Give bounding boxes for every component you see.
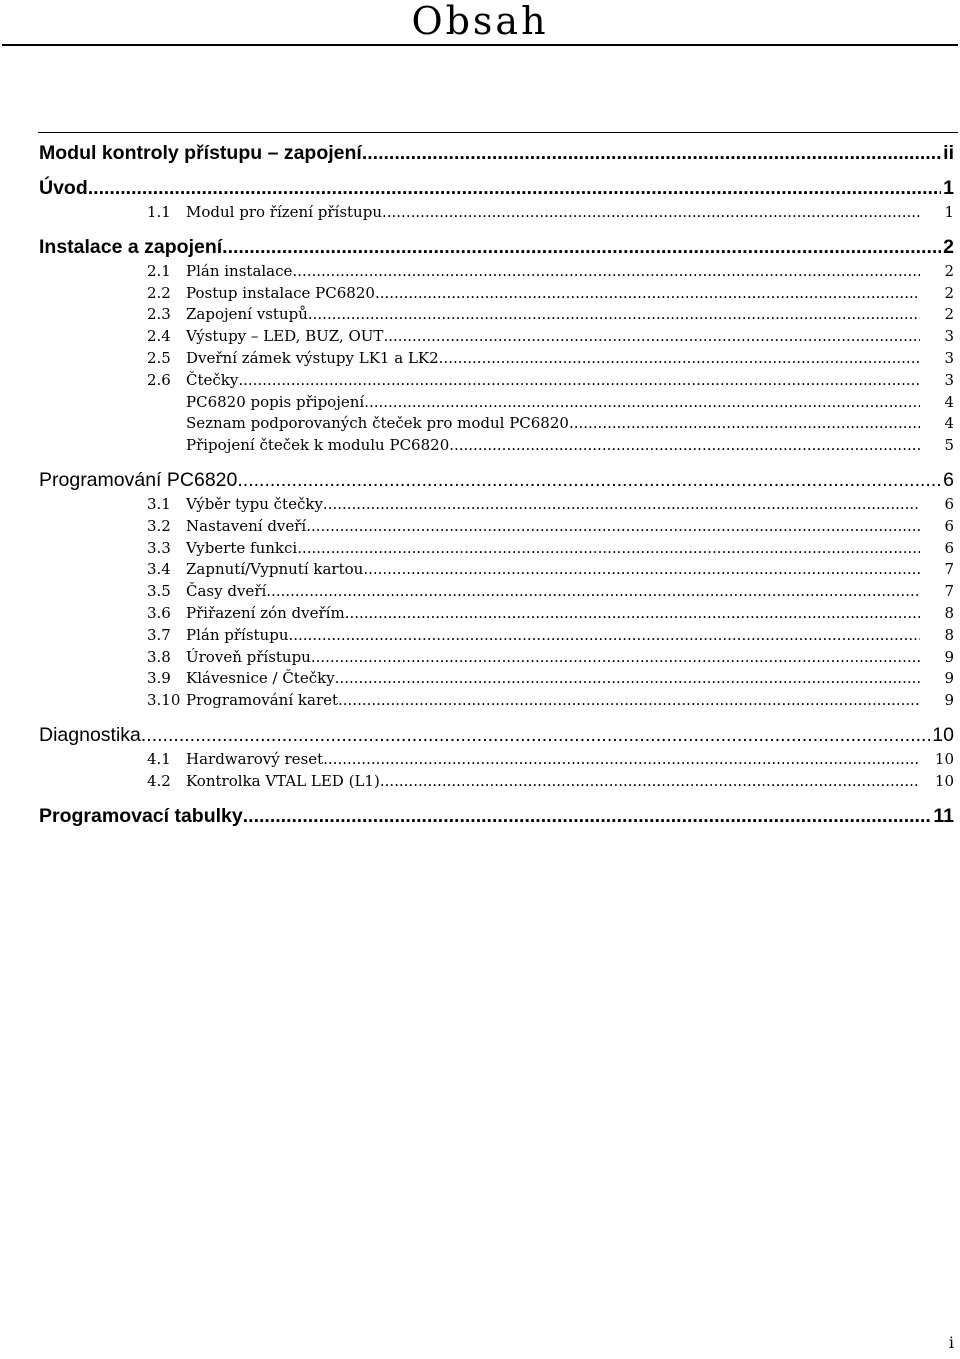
toc-page-number: 9 xyxy=(944,647,954,666)
toc-entry-label: Postup instalace PC6820 xyxy=(186,283,375,302)
toc-dot-leader xyxy=(141,723,930,747)
toc-entry-title xyxy=(147,581,266,603)
toc-page-number: 6 xyxy=(944,538,954,557)
toc-dot-leader xyxy=(362,141,941,165)
toc-entry-label: Plán instalace xyxy=(186,261,293,280)
toc-section-number: 2.5 xyxy=(147,348,171,367)
toc-dot-leader xyxy=(237,468,941,492)
toc-entry-label: Výběr typu čtečky xyxy=(186,494,323,513)
toc-top-border xyxy=(38,132,958,133)
toc-dot-leader xyxy=(292,261,920,283)
toc-section-entry[interactable] xyxy=(39,538,954,560)
toc-page-number: 3 xyxy=(944,327,954,346)
toc-page-number: 2 xyxy=(944,283,954,302)
toc-page-number: 8 xyxy=(944,603,954,622)
toc-entry-label: Programování PC6820 xyxy=(39,468,238,491)
toc-page-number: 6 xyxy=(943,468,954,491)
toc-entry-title xyxy=(147,435,449,457)
toc-section-entry[interactable] xyxy=(39,668,954,690)
toc-entry-title xyxy=(39,468,237,492)
toc-entry-title xyxy=(147,304,308,326)
toc-entry-title xyxy=(147,494,323,516)
toc-chapter-entry[interactable] xyxy=(39,141,954,165)
toc-section-entry[interactable] xyxy=(39,494,954,516)
toc-section-entry[interactable] xyxy=(39,603,954,625)
toc-section-entry[interactable] xyxy=(39,283,954,305)
toc-entry-title xyxy=(147,647,311,669)
toc-entry-label: Dveřní zámek výstupy LK1 a LK2 xyxy=(186,348,439,367)
toc-page-number: 10 xyxy=(934,749,954,768)
toc-entry-label: Klávesnice / Čtečky xyxy=(186,669,335,688)
toc-entry-label: Programovací tabulky xyxy=(39,804,243,827)
toc-dot-leader xyxy=(266,581,920,603)
toc-entry-label: Instalace a zapojení xyxy=(39,235,223,258)
toc-chapter-entry[interactable] xyxy=(39,804,954,828)
toc-section-number: 3.10 xyxy=(147,691,181,710)
toc-chapter-entry[interactable] xyxy=(39,468,954,492)
toc-entry-label: Modul kontroly přístupu – zapojení xyxy=(39,142,362,164)
toc-dot-leader xyxy=(449,435,920,457)
toc-entry-title xyxy=(147,392,364,414)
toc-page-number: 1 xyxy=(944,203,954,221)
toc-dot-leader xyxy=(288,625,920,647)
toc-section-entry[interactable] xyxy=(39,202,954,224)
toc-section-number: 3.9 xyxy=(147,669,171,688)
toc-page-number: ii xyxy=(943,142,954,164)
toc-dot-leader xyxy=(238,370,920,392)
toc-page-number: 7 xyxy=(944,582,954,601)
toc-section-number: 3.8 xyxy=(147,647,171,666)
toc-entry-title xyxy=(147,690,338,712)
toc-entry-label: Nastavení dveří xyxy=(186,516,307,535)
toc-page-number: 2 xyxy=(943,235,954,258)
toc-entry-title xyxy=(39,804,243,828)
toc-section-number: 3.3 xyxy=(147,538,171,557)
toc-dot-leader xyxy=(88,176,941,200)
toc-dot-leader xyxy=(297,538,920,560)
toc-entry-title xyxy=(147,668,335,690)
toc-entry-label: Výstupy – LED, BUZ, OUT xyxy=(186,327,384,346)
toc-chapter-entry[interactable] xyxy=(39,176,954,200)
toc-entry-title xyxy=(147,749,323,771)
toc-section-number: 3.7 xyxy=(147,625,171,644)
toc-entry-title xyxy=(39,176,88,200)
toc-entry-label: Úroveň přístupu xyxy=(186,647,311,666)
toc-dot-leader xyxy=(364,392,920,414)
toc-section-number: 3.5 xyxy=(147,582,171,601)
toc-entry-label: Plán přístupu xyxy=(186,625,289,644)
toc-section-number: 4.2 xyxy=(147,771,171,790)
toc-section-entry[interactable] xyxy=(39,516,954,538)
table-of-contents xyxy=(39,141,954,828)
toc-entry-title xyxy=(147,283,375,305)
toc-section-entry[interactable] xyxy=(39,625,954,647)
toc-section-entry[interactable] xyxy=(39,559,954,581)
toc-dot-leader xyxy=(383,326,920,348)
toc-page-number: 3 xyxy=(944,370,954,389)
toc-entry-title xyxy=(39,723,141,747)
toc-section-entry[interactable] xyxy=(39,647,954,669)
toc-entry-label: Připojení čteček k modulu PC6820 xyxy=(186,436,450,455)
toc-entry-title xyxy=(147,625,288,647)
toc-entry-title xyxy=(147,559,363,581)
toc-page-number: 9 xyxy=(944,669,954,688)
toc-section-entry[interactable] xyxy=(39,771,954,793)
toc-page-number: 10 xyxy=(932,723,954,746)
toc-page-number: 6 xyxy=(944,494,954,513)
toc-entry-title xyxy=(39,141,362,165)
toc-entry-title xyxy=(39,235,222,259)
toc-dot-leader xyxy=(380,771,920,793)
toc-entry-label: Vyberte funkci xyxy=(186,538,298,557)
toc-dot-leader xyxy=(375,283,920,305)
toc-dot-leader xyxy=(306,516,920,538)
toc-section-entry[interactable] xyxy=(39,690,954,712)
toc-page-number: 3 xyxy=(944,348,954,367)
toc-entry-title xyxy=(147,348,439,370)
toc-section-entry[interactable] xyxy=(39,392,954,414)
toc-entry-label: Kontrolka VTAL LED (L1) xyxy=(186,771,380,790)
toc-dot-leader xyxy=(345,603,920,625)
toc-page-number: 2 xyxy=(944,261,954,280)
toc-page-number: 2 xyxy=(944,305,954,324)
toc-section-entry[interactable] xyxy=(39,348,954,370)
toc-section-number: 2.3 xyxy=(147,305,171,324)
toc-entry-label: Programování karet xyxy=(186,691,339,710)
toc-section-entry[interactable] xyxy=(39,261,954,283)
toc-page-number: 10 xyxy=(934,771,954,790)
toc-page-number: 4 xyxy=(944,414,954,433)
toc-entry-title xyxy=(147,202,382,224)
title-divider xyxy=(2,44,958,46)
toc-page-number: 11 xyxy=(933,804,954,827)
toc-dot-leader xyxy=(222,235,941,259)
toc-dot-leader xyxy=(439,348,920,370)
toc-page-number: 5 xyxy=(944,436,954,455)
toc-section-entry[interactable] xyxy=(39,326,954,348)
toc-dot-leader xyxy=(569,413,920,435)
toc-entry-label: Seznam podporovaných čteček pro modul PC6820 xyxy=(186,414,569,433)
toc-entry-label: Zapnutí/Vypnutí kartou xyxy=(186,560,364,579)
toc-entry-title xyxy=(147,261,292,283)
toc-section-entry[interactable] xyxy=(39,413,954,435)
toc-section-entry[interactable] xyxy=(39,435,954,457)
toc-dot-leader xyxy=(335,668,920,690)
toc-dot-leader xyxy=(308,304,920,326)
toc-page-number: 8 xyxy=(944,625,954,644)
toc-dot-leader xyxy=(363,559,920,581)
toc-entry-label: PC6820 popis připojení xyxy=(186,392,365,411)
toc-entry-title xyxy=(147,413,569,435)
toc-page-number: 7 xyxy=(944,560,954,579)
toc-entry-title xyxy=(147,326,383,348)
toc-section-number: 3.4 xyxy=(147,560,171,579)
toc-section-entry[interactable] xyxy=(39,581,954,603)
toc-entry-title xyxy=(147,603,345,625)
toc-section-entry[interactable] xyxy=(39,749,954,771)
toc-page-number: 6 xyxy=(944,516,954,535)
toc-section-number: 2.1 xyxy=(147,261,171,280)
toc-entry-label: Zapojení vstupů xyxy=(186,305,308,324)
toc-entry-label: Čtečky xyxy=(186,370,239,389)
toc-section-number: 3.1 xyxy=(147,494,171,513)
toc-entry-label: Časy dveří xyxy=(186,582,267,601)
toc-dot-leader xyxy=(323,749,920,771)
toc-dot-leader xyxy=(338,690,920,712)
toc-entry-label: Hardwarový reset xyxy=(186,749,324,768)
toc-section-number: 3.2 xyxy=(147,516,171,535)
toc-dot-leader xyxy=(243,804,932,828)
toc-entry-label: Modul pro řízení přístupu xyxy=(186,203,382,221)
toc-section-entry[interactable] xyxy=(39,370,954,392)
toc-section-number: 2.6 xyxy=(147,370,171,389)
toc-section-number: 2.2 xyxy=(147,283,171,302)
toc-entry-label: Diagnostika xyxy=(39,723,141,746)
footer-page-number: i xyxy=(948,1333,954,1352)
toc-section-number: 2.4 xyxy=(147,327,171,346)
toc-entry-title xyxy=(147,516,306,538)
toc-dot-leader xyxy=(311,647,920,669)
toc-entry-label: Úvod xyxy=(39,177,88,199)
toc-section-number: 1.1 xyxy=(147,203,171,221)
toc-dot-leader xyxy=(323,494,920,516)
toc-entry-label: Přiřazení zón dveřím xyxy=(186,603,345,622)
toc-dot-leader xyxy=(382,202,920,224)
toc-section-number: 4.1 xyxy=(147,749,171,768)
toc-chapter-entry[interactable] xyxy=(39,235,954,259)
toc-page-number: 9 xyxy=(944,691,954,710)
toc-entry-title xyxy=(147,771,380,793)
toc-chapter-entry[interactable] xyxy=(39,723,954,747)
toc-page-number: 1 xyxy=(943,177,954,199)
toc-entry-title xyxy=(147,370,238,392)
page-title: Obsah xyxy=(411,0,549,43)
toc-section-entry[interactable] xyxy=(39,304,954,326)
toc-page-number: 4 xyxy=(944,392,954,411)
toc-section-number: 3.6 xyxy=(147,603,171,622)
toc-entry-title xyxy=(147,538,297,560)
